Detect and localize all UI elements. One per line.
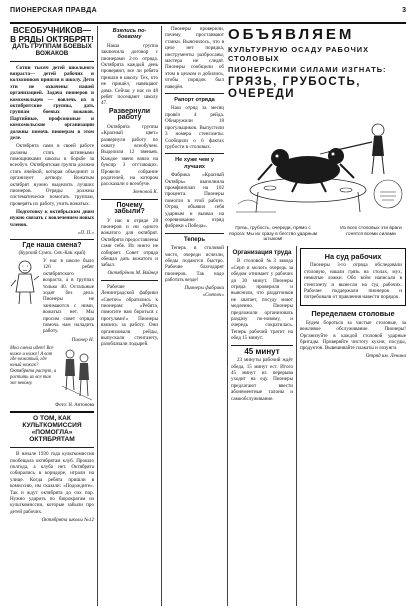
column-2: [101, 26, 158, 610]
verse-text: Мои смена идет! Все ниже и ниже! А вот где вожатый, где юный вожак? Октябрята растут, а растить их все так же некому.: [10, 345, 57, 386]
section-body: У нас в школе было 126 ребят октябрятского возраста, а в группах только 40. Остальные ходят без дела. Пионеры не занимаются с ними, вожатых нет. Мы просим совет отряда помочь нам наладить работу.: [43, 257, 94, 335]
section-body: Пионеры 3-го отряда обследовали столовую, нашли грязь на столах, мух, немытые ложки. Обо всём написали в стенгазету и вынесли на суд рабочих. Рабочие поддержали пионеров и потребовали от правления навести порядок.: [304, 262, 402, 301]
section-body: Будем бороться за чистые столовые, за вежливое обслуживание. Пионеры! Организуйте в каждой столовой ударные бригады. Проверяйте чистоту кухни, посуды, продуктов. Вывешивайте плакаты и лозунги.: [300, 319, 406, 352]
headline-vseobuch: ВСЕОБУЧНИКОВ— В РЯДЫ ОКТЯБРЯТ!: [10, 26, 94, 44]
verse-block: [10, 346, 94, 402]
headline-kultkomissiya: О ТОМ, КАК КУЛЬТКОМИССИЯ «ПОМОГЛА» ОКТЯБРЯТАМ: [22, 415, 82, 444]
section-heading: Рапорт отряда: [174, 97, 215, 104]
column-3: [165, 26, 224, 610]
column-1: [10, 26, 94, 610]
section-body: У нас в отряде 28 пионеров и ни одного вожатого для октябрят. Октябрята предоставлены сами себе. Их никто не собирает. Совет отряда обещал дать вожатого и забыл.: [101, 217, 158, 269]
column-right-a: [231, 248, 293, 610]
column-rule: [227, 246, 228, 606]
marching-children-illustration: [60, 346, 94, 402]
section-body: Теперь в столовой чисто, очереди исчезли, обеды подаются быстро. Рабочие благодарят пионеров. Так надо работать везде!: [165, 245, 224, 284]
banner-line-2: КУЛЬТУРНУЮ ОСАДУ РАБОЧИХ СТОЛОВЫХ: [228, 45, 370, 63]
article-slogan: Подготовку к октябрьским дням нужно связать с вовлечением новых членов.: [10, 208, 94, 228]
column-rule: [161, 26, 162, 606]
section-heading: 45 минут: [244, 346, 280, 356]
section-signature: Октябрёнок М. Вайнер: [107, 270, 158, 277]
section-body: Рабочие Ленинградской фабрики «Светоч» обратились к пионерам: «Ребята, помогите нам бороться с прогулами!» Пионеры взялись за работу. Они организовали рейды, выпускали стенгазету, разоблачали лодырей.: [101, 283, 158, 348]
photo-credit: Фото: Н. Антонова: [55, 402, 94, 408]
child-sketch-illustration: [10, 258, 40, 306]
article-signature-3: Октябрята школы №12: [41, 516, 94, 523]
article-body: Октябрята сами в своей работе должны стать активными помощниками школы в борьбе за всеобуч. Октябрятская группа должна стать ячейкой, которая объединит и организует детвору. Вожатым октябрят нужно выделить лучших пионеров. Отряды должны систематически помогать группам, проверять их работу, учить вожатых.: [10, 143, 94, 207]
section-body: Пионеры проверили, почему простаивают станки. Выяснилось, что в цехе нет порядка, инструменты разбросаны, мастера не следят. Пионеры сообщили об этом в цехком и добились, чтобы порядок был наведён.: [165, 26, 224, 90]
section-heading: Не хуже чем у лучших: [175, 157, 214, 170]
section-heading: Развернули работу: [108, 107, 151, 122]
column-rule: [296, 246, 297, 606]
banner-line-3: ПИОНЕРСКИМИ СИЛАМИ ИЗГНАТЬ:: [228, 65, 387, 74]
cartoon-captions: [228, 225, 406, 244]
section-body: Фабрика «Красный Октябрь» выполнила промфинплан на 102 процента. Пионеры помогли в этой работе. Отряд объявил себя ударным и вызвал на соревнование отряд фабрики «Победа».: [165, 172, 224, 230]
section-heading: Организация труда: [232, 249, 292, 256]
section-body: Октябрята группы «Красный цвет» развернули работу по охвату всеобучем. Выделили 12 звеньев. Каждое звено взяло на буксир 3 отстающих. Провели собрание родителей, на котором рассказали о всеобуче.: [101, 123, 158, 188]
section-body: В столовой №3 завода «Серп и молот» очередь за обедом отнимает у рабочих до 30 минут. Пионеры отряда проверили и выяснили, что раздатчиков не хватает, посуду моют медленно. Пионеры предложили организовать раздачу по-новому, и очередь сократилась. Теперь рабочий тратит на обед 15 минут.: [231, 258, 293, 342]
cartoon: [228, 108, 406, 243]
article-lead: Сотни тысяч детей школьного возраста— детей рабочих и колхозников пришли в школу. Дети эти не охвачены нашей организацией. Задача пионеров и комсомольцев — вовлечь их в октябрятские группы, дать группам боевых вожаков. Партийные, профсоюзные и комсомольские организации должны помочь пионерам в этом деле.: [10, 64, 94, 142]
section-signature: Звеновой К.: [132, 189, 158, 196]
section-heading: Теперь: [183, 236, 206, 243]
article-signature: «П. П.»: [77, 229, 94, 236]
section-signature: Пионеры фабрики «Светоч»: [184, 285, 224, 298]
cartoon-caption-right: Из всех столовых эти враги гонятся всеми силами: [340, 226, 402, 237]
section-with-illustration: [10, 258, 94, 336]
boxed-article: [300, 248, 406, 306]
section-body: 23 минуты рабочий ждёт обеда, 15 минут ест. Итого 45 минут из перерыва уходит на еду. Пионеры предлагают ввести абонементные талоны и самообслуживание.: [231, 357, 293, 402]
column-rule: [97, 26, 98, 606]
masthead-bar: [10, 6, 406, 24]
section-signature: Пионер Н.: [71, 337, 94, 344]
section-heading: На суд рабочих: [324, 252, 382, 261]
section-subheading: (Курский Сумск. Сев.-Кав. край): [18, 251, 86, 257]
cartoon-illustration: [228, 108, 406, 220]
section-heading: Почему забыли?: [114, 201, 145, 216]
banner-block: [228, 26, 406, 100]
section-signature: Отряд им. Ленина: [365, 353, 406, 360]
section-heading: Переделаем столовые: [311, 309, 395, 319]
section-body: Наша группа заключила договор с пионерами 2-го отряда. Октябрята каждый день проверяют, все ли ребята пришли в школу. Тех, кто не пришёл, навещают дома. Сейчас у нас из 48 ребят посещают школу 47.: [101, 42, 158, 107]
headline-vozhaki: ДАТЬ ГРУППАМ БОЕВЫХ ВОЖАКОВ: [12, 43, 92, 58]
section-body: Наш отряд за месяц провёл 4 рейда. Обнаружили 18 прогульщиков. Выпустили 3 номера стенгазеты. Сообщили о 6 фактах грубости в столовых.: [165, 105, 224, 150]
masthead-title: ПИОНЕРСКАЯ ПРАВДА: [10, 7, 98, 14]
section-heading: Взялись по-боевому: [112, 28, 147, 41]
article-body-3: В начале 1930 года культкомиссия пообещала октябрятам клуб. Прошло полгода, а клуба нет. Октябрята собирались в коридоре, играли на улице. Когда ребята пришли в комиссию, им сказали: «Подождите». Так и ждут октябрята до сих пор. Нужно ударить по бюрократам из культкомиссии, которые забыли про детей рабочих.: [10, 451, 94, 515]
section-heading: Где наша смена?: [22, 241, 82, 249]
page-number: 3: [402, 7, 406, 14]
banner-title: ОБЪЯВЛЯЕМ: [228, 26, 355, 43]
cartoon-caption-left: Грязь, грубость, очереди, прямо с порога: Мы их сразу в бегство ударным штыком!: [228, 226, 318, 243]
column-right-b: [300, 248, 406, 610]
banner-line-4: ГРЯЗЬ, ГРУБОСТЬ, ОЧЕРЕДИ: [228, 76, 361, 100]
